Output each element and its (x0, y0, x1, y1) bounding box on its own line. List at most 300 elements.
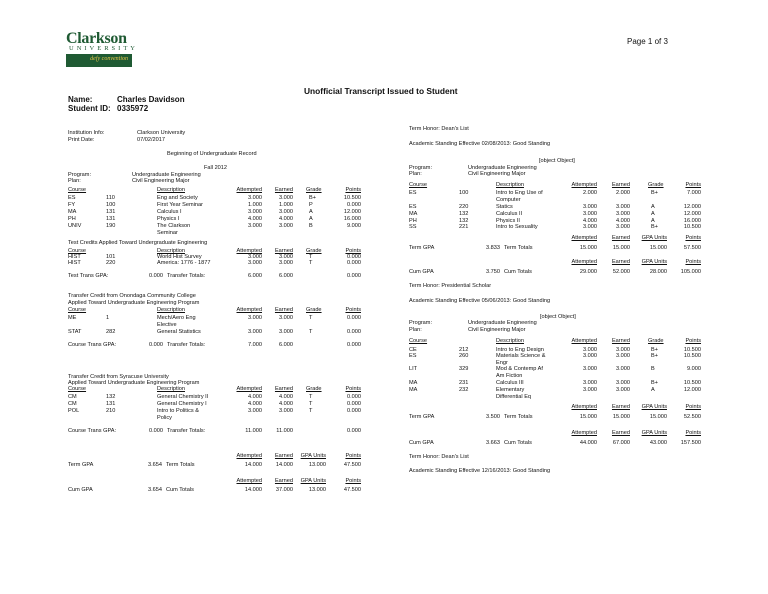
spring-2013-row-grade: A (651, 218, 655, 224)
fall-2012-cum-hdr-points: Points (345, 478, 361, 484)
fall-2012-row-description: Calculus I (157, 209, 182, 215)
fall-2012-row-grade: B+ (309, 195, 316, 201)
fall-2013-totals-hdr-earned: Earned (611, 404, 630, 410)
fall-2012-cum-hdr-gpa-units: GPA Units (300, 478, 326, 484)
occ-hdr-course: Course (68, 307, 87, 313)
print-date: 07/02/2017 (137, 137, 165, 143)
fall-2013-row-number: 260 (459, 353, 469, 359)
fall-2012-row-description: The Clarkson (157, 223, 191, 229)
fall-2012-cum-total-label: Cum GPA (68, 487, 93, 493)
spring-2013-row-attempted: 2.000 (583, 190, 597, 196)
spring-2013-row-number: 220 (459, 204, 469, 210)
fall-2012-hdr-course: Course (68, 187, 87, 193)
test-credit-hdr-attempted: Attempted (236, 248, 262, 254)
fall-2013-row-subject: MA (409, 387, 418, 393)
spring-2013-row-description: Physics II (496, 218, 520, 224)
spring-2013-row-description: Intro to Sexuality (496, 224, 538, 230)
fall-2013-row-description: Mod & Contemp Af (496, 366, 543, 372)
su-points: 0.000 (347, 428, 361, 434)
clarkson-logo (66, 30, 138, 70)
su-row-description-cont: Policy (157, 414, 172, 421)
fall-2013-row-attempted: 3.000 (583, 353, 597, 359)
fall-2013-hdr-grade: Grade (648, 338, 664, 344)
su-hdr-points: Points (345, 386, 361, 392)
fall-2013-honor: Term Honor: Dean's List (409, 454, 469, 460)
occ-row-earned: 3.000 (279, 315, 293, 321)
fall-2013-cum-hdr-gpa-units: GPA Units (641, 430, 667, 436)
fall-2012-hdr-grade: Grade (306, 187, 322, 193)
fall-2012-row-earned: 3.000 (279, 195, 293, 201)
test-credit-points: 0.000 (347, 273, 361, 279)
fall-2013-cum-hdr-earned: Earned (611, 430, 630, 436)
spring-2013-plan: Civil Engineering Major (468, 171, 526, 177)
spring-2013-hdr-attempted: Attempted (571, 182, 597, 188)
fall-2012-row-description-cont: Seminar (157, 229, 178, 236)
spring-2013-cum-hdr-points: Points (685, 259, 701, 265)
su-row-number: 132 (106, 394, 116, 400)
fall-2012-term: Fall 2012 (204, 165, 228, 171)
fall-2013-row-earned: 3.000 (616, 347, 630, 353)
test-credit-earned: 6.000 (279, 273, 293, 279)
fall-2012-totals-hdr-attempted: Attempted (236, 453, 262, 459)
fall-2013-row-points: 10.500 (683, 347, 701, 353)
spring-2013-row-grade: B+ (651, 224, 658, 230)
test-credit-hdr-earned: Earned (274, 248, 293, 254)
occ-row-number: 282 (106, 329, 116, 335)
spring-2013-hdr-earned: Earned (611, 182, 630, 188)
fall-2012-cum-total-attempted: 14.000 (244, 487, 262, 493)
spring-2013-row-subject: PH (409, 218, 417, 224)
su-row-number: 210 (106, 408, 116, 414)
fall-2013-cum-hdr-points: Points (685, 430, 701, 436)
fall-2012-cum-hdr-earned: Earned (274, 478, 293, 484)
fall-2012-row-points: 0.000 (347, 202, 361, 208)
spring-2013-row-description: Intro to Eng Use of (496, 190, 543, 196)
spring-2013-term: [object Object] (539, 158, 575, 164)
fall-2012-row-subject: MA (68, 209, 77, 215)
occ-row-grade: T (309, 315, 313, 321)
fall-2012-row-number: 131 (106, 209, 116, 215)
su-row-grade: T (309, 408, 313, 414)
spring-2013-row-subject: MA (409, 211, 418, 217)
fall-2012-plan-label: Plan: (68, 178, 81, 184)
fall-2012-row-points: 9.000 (347, 223, 361, 229)
spring-honor: Term Honor: Dean's List (409, 126, 469, 132)
test-credit-row-attempted: 3.000 (248, 254, 262, 260)
fall-2012-totals-hdr-gpa-units: GPA Units (300, 453, 326, 459)
occ-points: 0.000 (347, 342, 361, 348)
spring-2013-row-earned: 3.000 (616, 204, 630, 210)
academic-standing-1: Academic Standing Effective 02/08/2013: Good Standing (409, 141, 551, 147)
fall-2012-row-earned: 4.000 (279, 216, 293, 222)
spring-2013-row-grade: B+ (651, 190, 658, 196)
fall-2012-hdr-earned: Earned (274, 187, 293, 193)
institution-label: Institution Info: (68, 130, 105, 136)
spring-2013-program: Undergraduate Engineering (468, 165, 537, 171)
spring-2013-hdr-course: Course (409, 182, 428, 188)
fall-2012-row-description: Physics I (157, 216, 180, 222)
su-total-name: Transfer Totals: (167, 428, 206, 434)
fall-2012-term-total-gpa-units: 13.000 (308, 462, 326, 468)
occ-row-earned: 3.000 (279, 329, 293, 335)
su-heading: Transfer Credit from Syracuse University (68, 374, 169, 380)
test-credit-gpa: 0.000 (149, 273, 163, 279)
student-name: Charles Davidson (117, 95, 185, 104)
su-row-subject: CM (68, 394, 77, 400)
su-row-earned: 3.000 (279, 408, 293, 414)
fall-2013-row-points: 10.500 (683, 380, 701, 386)
test-credit-attempted: 6.000 (248, 273, 262, 279)
fall-2013-term-total-attempted: 15.000 (579, 414, 597, 420)
fall-2013-row-number: 212 (459, 347, 469, 353)
fall-2013-row-grade: B+ (651, 380, 658, 386)
test-credit-row-subject: HIST (68, 260, 81, 266)
fall-2013-row-number: 329 (459, 366, 469, 372)
fall-2012-term-total-attempted: 14.000 (244, 462, 262, 468)
fall-2013-cum-total-earned: 67.000 (612, 440, 630, 446)
spring-2013-cum-total-attempted: 29.000 (579, 269, 597, 275)
su-row-earned: 4.000 (279, 401, 293, 407)
test-credit-total-label: Test Trans GPA: (68, 273, 109, 279)
test-credit-row-grade: T (309, 260, 313, 266)
su-row-subject: POL (68, 408, 80, 414)
fall-2012-row-earned: 1.000 (279, 202, 293, 208)
fall-2012-row-grade: A (309, 216, 313, 222)
test-credit-row-description: America: 1776 - 1877 (157, 260, 211, 266)
fall-2013-row-points: 12.000 (683, 387, 701, 393)
test-credit-hdr-points: Points (345, 248, 361, 254)
fall-2013-term-total-name: Term Totals (504, 414, 533, 420)
fall-2013-row-attempted: 3.000 (583, 347, 597, 353)
su-row-points: 0.000 (347, 394, 361, 400)
su-hdr-grade: Grade (306, 386, 322, 392)
fall-2012-hdr-attempted: Attempted (236, 187, 262, 193)
occ-row-description: General Statistics (157, 329, 201, 335)
su-applied-heading: Applied Toward Undergraduate Engineering Program (68, 380, 200, 386)
spring-2013-row-subject: ES (409, 190, 417, 196)
page-number: Page 1 of 3 (627, 37, 668, 46)
spring-2013-row-number: 221 (459, 224, 469, 230)
su-row-attempted: 4.000 (248, 394, 262, 400)
fall-2012-row-points: 10.500 (343, 195, 361, 201)
su-attempted: 11.000 (245, 428, 262, 434)
fall-2013-row-points: 10.500 (683, 353, 701, 359)
spring-2013-row-grade: A (651, 204, 655, 210)
academic-standing-2: Academic Standing Effective 05/06/2013: Good Standing (409, 298, 551, 304)
occ-total-label: Course Trans GPA: (68, 342, 117, 348)
occ-hdr-earned: Earned (274, 307, 293, 313)
print-date-label: Print Date: (68, 137, 95, 143)
spring-2013-hdr-points: Points (685, 182, 701, 188)
fall-2012-hdr-points: Points (345, 187, 361, 193)
fall-2012-row-number: 110 (106, 195, 115, 201)
fall-2012-row-grade: P (309, 202, 313, 208)
fall-2013-plan-label: Plan: (409, 327, 422, 333)
test-credit-row-number: 220 (106, 260, 116, 266)
spring-2013-plan-label: Plan: (409, 171, 422, 177)
fall-2013-totals-hdr-points: Points (685, 404, 701, 410)
spring-2013-cum-total-gpa-units: 28.000 (649, 269, 667, 275)
su-row-subject: CM (68, 401, 77, 407)
spring-2013-term-total-gpa-units: 15.000 (649, 245, 667, 251)
su-row-description: General Chemistry I (157, 401, 207, 407)
fall-2013-row-description: Elementary (496, 387, 525, 393)
test-credit-total-name: Transfer Totals: (167, 273, 206, 279)
fall-2013-program: Undergraduate Engineering (468, 320, 537, 326)
fall-2013-row-grade: B (651, 366, 655, 372)
fall-2013-row-earned: 3.000 (616, 366, 630, 372)
spring-2013-row-grade: A (651, 211, 655, 217)
test-credit-row-earned: 3.000 (279, 260, 293, 266)
presidential-honor: Term Honor: Presidential Scholar (409, 283, 492, 289)
institution-name: Clarkson University (137, 130, 186, 136)
spring-2013-hdr-desc: Description (496, 182, 524, 188)
su-hdr-attempted: Attempted (236, 386, 262, 392)
spring-2013-row-points: 12.000 (683, 211, 701, 217)
fall-2013-row-earned: 3.000 (616, 353, 630, 359)
fall-2012-row-attempted: 3.000 (248, 209, 262, 215)
fall-2012-row-number: 190 (106, 223, 116, 229)
fall-2013-row-points: 9.000 (687, 366, 701, 372)
fall-2013-totals-hdr-gpa-units: GPA Units (641, 404, 667, 410)
test-credit-hdr-grade: Grade (306, 248, 322, 254)
spring-2013-term-total-name: Term Totals (504, 245, 533, 251)
student-id: 0335972 (117, 104, 149, 113)
su-row-attempted: 4.000 (248, 401, 262, 407)
fall-2013-row-number: 232 (459, 387, 469, 393)
logo-wordmark: Clarkson (66, 30, 127, 47)
fall-2012-row-subject: UNIV (68, 223, 82, 229)
test-credit-hdr-desc: Description (157, 248, 185, 254)
fall-2013-term-total-points: 52.500 (683, 414, 701, 420)
fall-2012-row-earned: 3.000 (279, 209, 293, 215)
fall-2012-cum-total-earned: 37.000 (275, 487, 293, 493)
fall-2012-row-attempted: 1.000 (248, 202, 262, 208)
occ-row-subject: ME (68, 315, 77, 321)
spring-2013-cum-hdr-gpa-units: GPA Units (641, 259, 667, 265)
spring-2013-totals-hdr-gpa-units: GPA Units (641, 235, 667, 241)
su-gpa: 0.000 (149, 428, 163, 434)
spring-2013-row-attempted: 4.000 (583, 218, 597, 224)
su-row-grade: T (309, 401, 313, 407)
fall-2013-row-earned: 3.000 (616, 387, 630, 393)
fall-2012-row-subject: FY (68, 202, 76, 208)
academic-standing-3: Academic Standing Effective 12/16/2013: Good Standing (409, 468, 551, 474)
occ-row-description: Mech/Aero Eng (157, 315, 196, 321)
fall-2012-cum-total-points: 47.500 (343, 487, 361, 493)
spring-2013-row-subject: ES (409, 204, 417, 210)
fall-2012-row-grade: B (309, 223, 313, 229)
spring-2013-row-earned: 4.000 (616, 218, 630, 224)
fall-2012-plan: Civil Engineering Major (132, 178, 190, 184)
occ-hdr-grade: Grade (306, 307, 322, 313)
fall-2013-row-number: 231 (459, 380, 469, 386)
occ-hdr-attempted: Attempted (236, 307, 262, 313)
occ-row-number: 1 (106, 315, 110, 321)
spring-2013-totals-hdr-earned: Earned (611, 235, 630, 241)
su-row-earned: 4.000 (279, 394, 293, 400)
page-title: Unofficial Transcript Issued to Student (304, 86, 458, 96)
su-row-attempted: 3.000 (248, 408, 262, 414)
spring-2013-term-total-points: 57.500 (683, 245, 701, 251)
fall-2012-totals-hdr-earned: Earned (274, 453, 293, 459)
fall-2013-term-total-label: Term GPA (409, 414, 435, 420)
fall-2013-cum-total-attempted: 44.000 (579, 440, 597, 446)
fall-2013-row-description-cont: Engr (496, 359, 508, 366)
test-credit-row-description: World Hist Survey (157, 254, 202, 260)
spring-2013-term-total-gpa: 3.833 (486, 245, 500, 251)
spring-2013-program-label: Program: (409, 165, 433, 171)
spring-2013-row-earned: 3.000 (616, 211, 630, 217)
spring-2013-cum-hdr-earned: Earned (611, 259, 630, 265)
fall-2013-cum-total-points: 157.500 (680, 440, 701, 446)
fall-2013-term-total-gpa-units: 15.000 (649, 414, 667, 420)
su-hdr-desc: Description (157, 386, 185, 392)
fall-2012-row-subject: ES (68, 195, 76, 201)
fall-2013-term-total-gpa: 3.500 (486, 414, 500, 420)
fall-2012-row-points: 16.000 (343, 216, 361, 222)
test-credit-row-subject: HIST (68, 254, 81, 260)
spring-2013-term-total-label: Term GPA (409, 245, 435, 251)
fall-2013-row-subject: ES (409, 353, 417, 359)
occ-row-points: 0.000 (347, 315, 361, 321)
fall-2012-term-total-gpa: 3.654 (148, 462, 162, 468)
fall-2012-row-number: 100 (106, 202, 116, 208)
fall-2013-row-attempted: 3.000 (583, 387, 597, 393)
su-earned: 11.000 (276, 428, 293, 434)
fall-2013-row-grade: B+ (651, 347, 658, 353)
fall-2012-program: Undergraduate Engineering (132, 172, 201, 178)
logo-tagline: defy convention (90, 56, 128, 62)
occ-hdr-desc: Description (157, 307, 185, 313)
fall-2013-program-label: Program: (409, 320, 433, 326)
fall-2013-cum-total-gpa: 3.663 (486, 440, 500, 446)
spring-2013-row-points: 10.500 (683, 224, 701, 230)
fall-2013-hdr-course: Course (409, 338, 428, 344)
occ-attempted: 7.000 (248, 342, 262, 348)
spring-2013-cum-total-points: 105.000 (680, 269, 701, 275)
fall-2012-program-label: Program: (68, 172, 92, 178)
spring-2013-cum-hdr-attempted: Attempted (571, 259, 597, 265)
spring-2013-row-earned: 3.000 (616, 224, 630, 230)
fall-2013-hdr-attempted: Attempted (571, 338, 597, 344)
spring-2013-row-description: Calculus II (496, 211, 523, 217)
fall-2012-term-total-points: 47.500 (343, 462, 361, 468)
spring-2013-cum-total-label: Cum GPA (409, 269, 434, 275)
occ-row-subject: STAT (68, 329, 82, 335)
fall-2013-row-description-cont: Differential Eq (496, 393, 532, 400)
su-row-points: 0.000 (347, 401, 361, 407)
occ-row-attempted: 3.000 (248, 329, 262, 335)
name-label: Name: (68, 95, 93, 104)
logo-university: UNIVERSITY (69, 45, 138, 52)
fall-2012-row-grade: A (309, 209, 313, 215)
su-total-label: Course Trans GPA: (68, 428, 117, 434)
spring-2013-term-total-earned: 15.000 (612, 245, 630, 251)
fall-2013-row-grade: A (651, 387, 655, 393)
spring-2013-totals-hdr-points: Points (685, 235, 701, 241)
fall-2013-row-description: Materials Science & (496, 353, 546, 359)
fall-2012-hdr-desc: Description (157, 187, 185, 193)
fall-2013-row-description: Calculus III (496, 380, 524, 386)
fall-2012-row-earned: 3.000 (279, 223, 293, 229)
test-credit-row-number: 101 (106, 254, 116, 260)
spring-2013-row-subject: SS (409, 224, 417, 230)
spring-2013-row-number: 132 (459, 218, 469, 224)
spring-2013-row-number: 132 (459, 211, 469, 217)
fall-2013-row-attempted: 3.000 (583, 380, 597, 386)
fall-2012-row-description: First Year Seminar (157, 202, 204, 208)
occ-row-grade: T (309, 329, 313, 335)
spring-2013-row-points: 12.000 (683, 204, 701, 210)
test-credit-row-attempted: 3.000 (248, 260, 262, 266)
fall-2013-row-subject: CE (409, 347, 417, 353)
fall-2013-cum-hdr-attempted: Attempted (571, 430, 597, 436)
occ-applied-heading: Applied Toward Undergraduate Engineering Program (68, 300, 200, 306)
fall-2012-cum-total-gpa-units: 13.000 (308, 487, 326, 493)
su-row-grade: T (309, 394, 313, 400)
test-credit-heading: Test Credits Applied Toward Undergraduate Engineering (68, 240, 208, 246)
fall-2013-row-attempted: 3.000 (583, 366, 597, 372)
spring-2013-cum-total-earned: 52.000 (612, 269, 630, 275)
spring-2013-row-earned: 2.000 (616, 190, 630, 196)
spring-2013-row-attempted: 3.000 (583, 224, 597, 230)
fall-2013-cum-total-label: Cum GPA (409, 440, 434, 446)
fall-2012-totals-hdr-points: Points (345, 453, 361, 459)
fall-2012-cum-total-name: Cum Totals (166, 487, 194, 493)
fall-2013-totals-hdr-attempted: Attempted (571, 404, 597, 410)
spring-2013-totals-hdr-attempted: Attempted (571, 235, 597, 241)
su-row-number: 131 (106, 401, 116, 407)
fall-2013-term-total-earned: 15.000 (612, 414, 630, 420)
occ-row-attempted: 3.000 (248, 315, 262, 321)
fall-2013-hdr-earned: Earned (611, 338, 630, 344)
su-row-points: 0.000 (347, 408, 361, 414)
fall-2012-term-total-name: Term Totals (166, 462, 195, 468)
occ-row-description-cont: Elective (157, 321, 177, 328)
su-hdr-earned: Earned (274, 386, 293, 392)
occ-gpa: 0.000 (149, 342, 163, 348)
spring-2013-term-total-attempted: 15.000 (579, 245, 597, 251)
fall-2012-term-total-earned: 14.000 (275, 462, 293, 468)
spring-2013-cum-total-name: Cum Totals (504, 269, 532, 275)
su-row-description: General Chemistry II (157, 394, 209, 400)
spring-2013-cum-total-gpa: 3.750 (486, 269, 500, 275)
fall-2013-row-grade: B+ (651, 353, 658, 359)
occ-heading: Transfer Credit from Onondaga Community College (68, 293, 196, 299)
fall-2013-cum-total-gpa-units: 43.000 (649, 440, 667, 446)
fall-2013-term: [object Object] (540, 314, 576, 320)
test-credit-row-points: 0.000 (347, 254, 361, 260)
spring-2013-row-description: Statics (496, 204, 513, 210)
spring-2013-row-points: 16.000 (683, 218, 701, 224)
occ-total-name: Transfer Totals: (167, 342, 206, 348)
spring-2013-row-points: 7.000 (687, 190, 701, 196)
fall-2013-row-subject: LIT (409, 366, 418, 372)
test-credit-hdr-course: Course (68, 248, 87, 254)
fall-2012-row-points: 12.000 (343, 209, 361, 215)
student-id-label: Student ID: (68, 104, 111, 113)
test-credit-row-points: 0.000 (347, 260, 361, 266)
su-row-description: Intro to Politics & (157, 408, 199, 414)
fall-2012-term-total-label: Term GPA (68, 462, 94, 468)
test-credit-row-grade: T (309, 254, 313, 260)
fall-2012-row-attempted: 3.000 (248, 195, 262, 201)
occ-earned: 6.000 (279, 342, 293, 348)
spring-2013-row-attempted: 3.000 (583, 211, 597, 217)
fall-2013-row-description-cont: Am Fiction (496, 372, 523, 379)
occ-row-points: 0.000 (347, 329, 361, 335)
